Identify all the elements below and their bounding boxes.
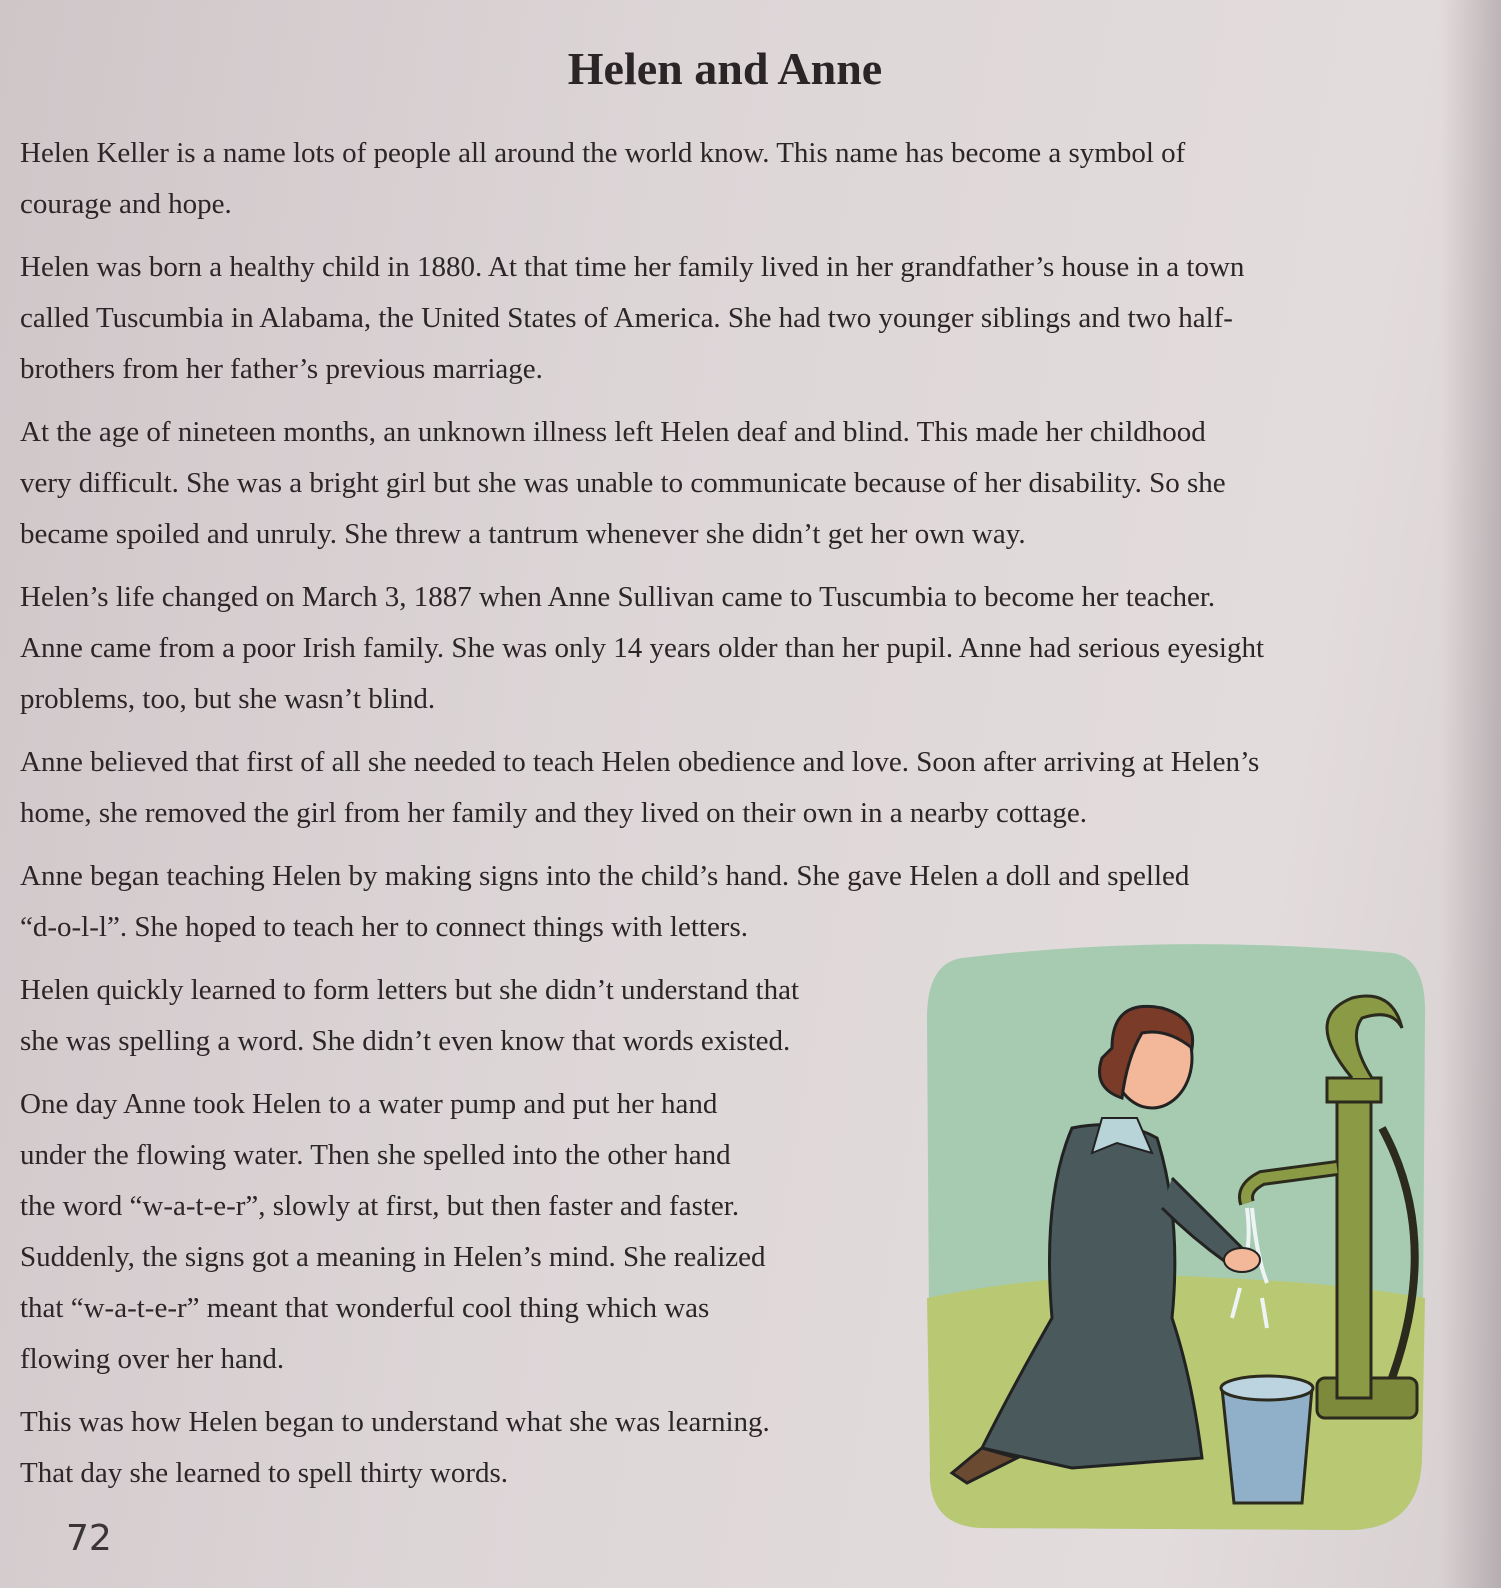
text-line: Helen was born a healthy child in 1880. At that time her family lived in her grandfather’s house in a town xyxy=(20,251,1245,283)
paragraph xyxy=(20,1397,920,1499)
text-line: Suddenly, the signs got a meaning in Helen’s mind. She realized xyxy=(20,1241,766,1273)
text-line: Helen quickly learned to form letters but she didn’t understand that xyxy=(20,974,800,1006)
paragraph xyxy=(20,572,1420,725)
paragraph xyxy=(20,407,1420,560)
text-line: called Tuscumbia in Alabama, the United States of America. She had two younger siblings and two half- xyxy=(20,302,1233,334)
paragraph xyxy=(20,965,920,1067)
text-line: That day she learned to spell thirty words. xyxy=(20,1457,509,1489)
page-edge-shadow xyxy=(1441,0,1501,1588)
text-line: This was how Helen began to understand what she was learning. xyxy=(20,1406,770,1438)
text-line: Helen Keller is a name lots of people all around the world know. This name has become a symbol of xyxy=(20,137,1186,169)
text-line: At the age of nineteen months, an unknown illness left Helen deaf and blind. This made her childhood xyxy=(20,416,1206,448)
text-line: “d-o-l-l”. She hoped to teach her to connect things with letters. xyxy=(20,911,749,943)
illustration-girl-at-water-pump xyxy=(922,938,1427,1533)
text-line: Helen’s life changed on March 3, 1887 when Anne Sullivan came to Tuscumbia to become her teacher. xyxy=(20,581,1216,613)
paragraph xyxy=(20,242,1420,395)
text-line: she was spelling a word. She didn’t even know that words existed. xyxy=(20,1025,791,1057)
text-line: very difficult. She was a bright girl but she was unable to communicate because of her disability. So she xyxy=(20,467,1226,499)
paragraph xyxy=(20,1079,920,1385)
text-line: Anne began teaching Helen by making signs into the child’s hand. She gave Helen a doll and spelled xyxy=(20,860,1190,892)
text-line: Anne believed that first of all she needed to teach Helen obedience and love. Soon after arriving at Helen’s xyxy=(20,746,1260,778)
bucket-icon xyxy=(1221,1376,1313,1503)
text-line: courage and hope. xyxy=(20,188,232,220)
text-line: flowing over her hand. xyxy=(20,1343,285,1375)
text-line: problems, too, but she wasn’t blind. xyxy=(20,683,436,715)
text-line: that “w-a-t-e-r” meant that wonderful cool thing which was xyxy=(20,1292,710,1324)
page-title: Helen and Anne xyxy=(567,43,883,94)
text-line: brothers from her father’s previous marriage. xyxy=(20,353,543,385)
text-line: the word “w-a-t-e-r”, slowly at first, but then faster and faster. xyxy=(20,1190,740,1222)
paragraph xyxy=(20,128,1420,230)
page-number: 72 xyxy=(66,1518,112,1559)
text-line: home, she removed the girl from her family and they lived on their own in a nearby cottage. xyxy=(20,797,1088,829)
text-line: Anne came from a poor Irish family. She was only 14 years older than her pupil. Anne had serious eyesight xyxy=(20,632,1264,664)
text-line: became spoiled and unruly. She threw a tantrum whenever she didn’t get her own way. xyxy=(20,518,1026,550)
text-line: One day Anne took Helen to a water pump and put her hand xyxy=(20,1088,718,1120)
text-line: under the flowing water. Then she spelled into the other hand xyxy=(20,1139,731,1171)
paragraph xyxy=(20,737,1420,839)
